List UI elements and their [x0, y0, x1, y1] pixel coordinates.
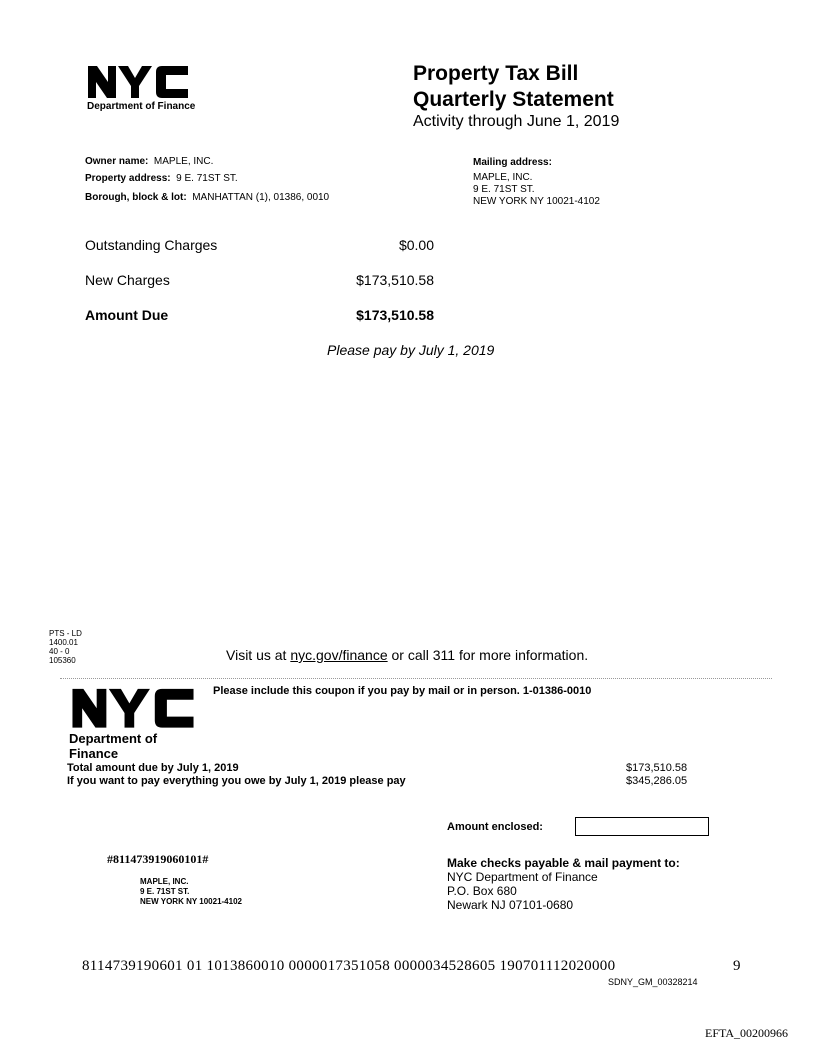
sdny-stamp: SDNY_GM_00328214	[608, 977, 698, 987]
mailing-line1: MAPLE, INC.	[473, 172, 533, 183]
checks-line1: NYC Department of Finance	[447, 870, 598, 884]
owner-name-value: MAPLE, INC.	[153, 156, 214, 167]
coupon-perforation	[60, 678, 772, 679]
finance-link[interactable]: nyc.gov/finance	[290, 647, 388, 663]
bbl-row	[85, 189, 329, 206]
barcode-id: #811473919060101#	[107, 852, 209, 866]
scan-line-check-digit: 9	[733, 958, 741, 974]
bill-title-line1: Property Tax Bill	[413, 62, 579, 85]
coupon-nyc-logo	[69, 684, 197, 730]
code-line1: PTS - LD	[49, 629, 82, 638]
pay-everything-label: If you want to pay everything you owe by July 1, 2019 please pay	[67, 775, 406, 787]
payment-instructions	[447, 856, 680, 912]
coupon-address	[140, 877, 242, 907]
amount-enclosed-label: Amount enclosed:	[447, 821, 543, 833]
code-line3: 40 - 0	[49, 647, 70, 656]
total-due-label: Total amount due by July 1, 2019	[67, 762, 239, 774]
property-address-value: 9 E. 71ST ST.	[176, 173, 238, 184]
checks-line3: Newark NJ 07101-0680	[447, 898, 574, 912]
property-address-row	[85, 170, 238, 187]
mailing-line3: NEW YORK NY 10021-4102	[473, 196, 600, 207]
coupon-nyc-logo-mark	[69, 684, 197, 730]
bbl-value: MANHATTAN (1), 01386, 0010	[192, 192, 330, 203]
coupon-addr-line2: 9 E. 71ST ST.	[140, 887, 190, 896]
logo-department: Department of Finance	[87, 101, 196, 112]
mailing-address-label: Mailing address:	[473, 157, 552, 168]
visit-post: or call 311 for more information.	[387, 647, 589, 663]
pay-everything-value: $345,286.05	[626, 775, 688, 787]
coupon-dept-line2: Finance	[69, 746, 119, 761]
nyc-logo	[86, 62, 190, 100]
total-due-value: $173,510.58	[626, 762, 688, 774]
outstanding-charges-label: Outstanding Charges	[85, 237, 218, 253]
visit-line	[226, 647, 588, 663]
owner-name-row	[85, 153, 213, 170]
amount-enclosed-box[interactable]	[575, 817, 709, 836]
visit-pre: Visit us at	[226, 647, 291, 663]
coupon-department	[69, 731, 157, 761]
pay-by-date: Please pay by July 1, 2019	[327, 342, 495, 358]
coupon-addr-line1: MAPLE, INC.	[140, 877, 189, 886]
bbl-label: Borough, block & lot:	[85, 192, 187, 203]
document-codes	[49, 629, 82, 665]
code-line4: 105360	[49, 656, 76, 665]
coupon-instruction: Please include this coupon if you pay by mail or in person. 1-01386-0010	[213, 685, 592, 697]
amount-due-label: Amount Due	[85, 307, 169, 323]
coupon-addr-line3: NEW YORK NY 10021-4102	[140, 897, 242, 906]
amount-due-value: $173,510.58	[356, 307, 434, 323]
coupon-dept-line1: Department of	[69, 731, 158, 746]
outstanding-charges-value: $0.00	[398, 237, 434, 253]
efta-number: EFTA_00200966	[705, 1026, 789, 1040]
activity-date: Activity through June 1, 2019	[413, 113, 620, 130]
property-address-label: Property address:	[85, 173, 171, 184]
nyc-logo-mark	[86, 62, 190, 100]
checks-label: Make checks payable & mail payment to:	[447, 856, 680, 870]
owner-name-label: Owner name:	[85, 156, 149, 167]
bill-title-line2: Quarterly Statement	[413, 88, 614, 111]
new-charges-label: New Charges	[85, 272, 170, 288]
checks-line2: P.O. Box 680	[447, 884, 517, 898]
scan-line-numbers: 8114739190601 01 1013860010 0000017351058 0000034528605 190701112020000	[82, 958, 616, 974]
new-charges-value: $173,510.58	[356, 272, 434, 288]
mailing-address	[473, 157, 600, 208]
code-line2: 1400.01	[49, 638, 78, 647]
mailing-line2: 9 E. 71ST ST.	[473, 184, 535, 195]
